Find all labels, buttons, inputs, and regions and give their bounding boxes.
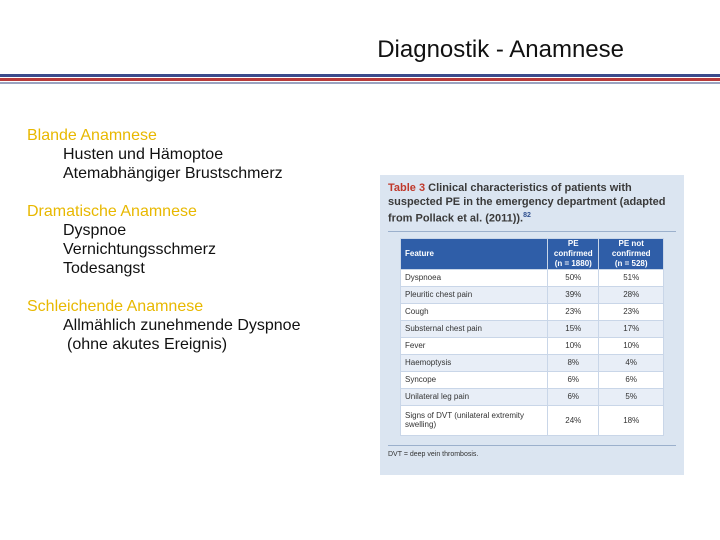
- row-value-confirmed: 6%: [548, 371, 599, 388]
- table-row: [401, 405, 664, 435]
- header-pe-not-confirmed: [599, 238, 664, 269]
- row-feature: Syncope: [401, 371, 548, 388]
- title-rule-light: [0, 82, 720, 84]
- header-pe-confirmed: [548, 238, 599, 269]
- feature-table: [400, 238, 664, 436]
- table-rule: [388, 231, 676, 232]
- group-heading: Blande Anamnese: [27, 127, 157, 144]
- table-footnote: DVT = deep vein thrombosis.: [388, 445, 676, 458]
- row-value-not-confirmed: 6%: [599, 371, 664, 388]
- group-item: Allmählich zunehmende Dyspnoe: [63, 317, 301, 334]
- group-item: Dyspnoe: [63, 222, 127, 239]
- row-feature: Cough: [401, 303, 548, 320]
- table-row: [401, 354, 664, 371]
- slide-title: Diagnostik - Anamnese: [377, 36, 624, 63]
- table-row: [401, 371, 664, 388]
- group-schleichend: [27, 297, 300, 354]
- header-n: (n = 528): [614, 258, 648, 268]
- table-row: [401, 269, 664, 286]
- bullet-list: [27, 126, 300, 373]
- row-feature: Unilateral leg pain: [401, 388, 548, 405]
- row-value-confirmed: 39%: [548, 286, 599, 303]
- row-feature: Pleuritic chest pain: [401, 286, 548, 303]
- header-label: PE confirmed: [553, 238, 593, 258]
- group-blande: [27, 126, 300, 183]
- header-feature: Feature: [401, 238, 548, 269]
- table-row: [401, 337, 664, 354]
- group-item: Atemabhängiger Brustschmerz: [63, 165, 283, 182]
- table-reference: 82: [523, 212, 531, 219]
- group-item: Todesangst: [63, 260, 145, 277]
- title-rule-blue: [0, 74, 720, 77]
- row-feature: Dyspnoea: [401, 269, 548, 286]
- group-item: (ohne akutes Ereignis): [67, 336, 228, 353]
- group-item: Vernichtungsschmerz: [63, 241, 216, 258]
- row-value-confirmed: 10%: [548, 337, 599, 354]
- row-feature: Fever: [401, 337, 548, 354]
- table-header-row: [401, 238, 664, 269]
- row-value-not-confirmed: 17%: [599, 320, 664, 337]
- row-value-confirmed: 8%: [548, 354, 599, 371]
- row-value-confirmed: 50%: [548, 269, 599, 286]
- table-row: [401, 303, 664, 320]
- row-value-not-confirmed: 18%: [599, 405, 664, 435]
- row-value-confirmed: 15%: [548, 320, 599, 337]
- table-number: Table 3: [388, 182, 426, 194]
- table-caption: [388, 181, 676, 226]
- group-heading: Dramatische Anamnese: [27, 203, 197, 220]
- table-row: [401, 286, 664, 303]
- header-n: (n = 1880): [554, 258, 592, 268]
- row-value-confirmed: 24%: [548, 405, 599, 435]
- row-value-not-confirmed: 5%: [599, 388, 664, 405]
- row-value-not-confirmed: 23%: [599, 303, 664, 320]
- group-heading: Schleichende Anamnese: [27, 298, 204, 315]
- table-row: [401, 320, 664, 337]
- group-dramatisch: [27, 202, 300, 278]
- row-value-not-confirmed: 28%: [599, 286, 664, 303]
- clinical-table-figure: [380, 175, 684, 475]
- table-caption-text: Clinical characteristics of patients with suspected PE in the emergency department (adapted from Pollack et al. (2011)).: [388, 182, 666, 225]
- table-row: [401, 388, 664, 405]
- row-value-not-confirmed: 51%: [599, 269, 664, 286]
- row-value-confirmed: 23%: [548, 303, 599, 320]
- row-value-not-confirmed: 10%: [599, 337, 664, 354]
- row-value-confirmed: 6%: [548, 388, 599, 405]
- row-feature: Substernal chest pain: [401, 320, 548, 337]
- row-feature: Haemoptysis: [401, 354, 548, 371]
- title-rule-red: [0, 78, 720, 81]
- row-feature: Signs of DVT (unilateral extremity swelling): [401, 405, 548, 435]
- group-item: Husten und Hämoptoe: [63, 146, 224, 163]
- header-label: PE not confirmed: [611, 238, 651, 258]
- row-value-not-confirmed: 4%: [599, 354, 664, 371]
